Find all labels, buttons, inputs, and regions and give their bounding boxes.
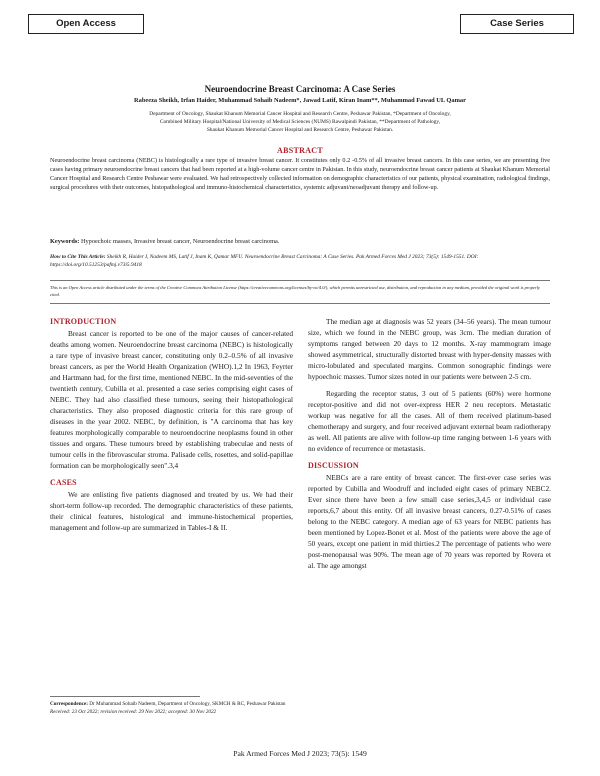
paragraph: The median age at diagnosis was 52 years (34–56 years). The mean tumour size, which we found in the NEBC group, was 3cm. The median duration of symptoms ranged between 20 days to 12 months. X-ray mammogram image showed asymmetrical, structurally distorted breast with hyper-density masses with micro-lobulated and speculated margins. Common sonographic findings were hypoechoic masses. Tumor sizes noted in our patients were between 2-5 cm. [308,317,551,381]
citation-block [50,253,550,269]
divider [50,696,200,697]
section-heading-introduction: INTRODUCTION [50,317,117,326]
section-heading-cases: CASES [50,478,77,487]
paragraph: Regarding the receptor status, 3 out of 5 patients (60%) were hormone receptor-positive and did not over-express HER 2 neu receptors. Metastatic workup was negative for all the cases. All of them received platinum-based chemotherapy and surgery, and four received adjuvant external beam radiotherapy as well. All patients are alive with follow-up time ranging between 1-6 years with no evidence of recurrence or metastasis. [308,389,551,453]
paragraph: Breast cancer is reported to be one of the major causes of cancer-related deaths among women. Neuroendocrine breast carcinoma (NEBC) is histologically a rare type of invasive breast cancer, constituting only 0.2–0.5% of all invasive breast cancers, as per the World Health Organization (WHO).1,2 In 1963, Feyrter and Hartmann had, for the first time, mentioned NEBC. In the mid-seventies of the twentieth century, Cubilla et al. presented a case series comprising eight cases of NEBC. They had also classified these tumours, seeing their histopathological characteristics. They also proposed diagnostic criteria for this rare group of diseases in the year 2002. NEBC, by definition, is "A carcinoma that has key features morphologically comparable to neuroendocrine neoplasms found in other tissues and organs. These tumours breed by establishing trabeculae and nests of tumour cells in the fibrovascular stroma. Palisade cells, rosettes, and solid-papillae formation can be morphologically seen".3,4 [50,329,293,470]
open-access-badge: Open Access [28,14,144,34]
affiliation-line: Department of Oncology, Shaukat Khanum Memorial Cancer Hospital and Research Centre, Peshawar Pakistan, *Department of Oncology, [149,111,451,117]
keywords-label: Keywords: [50,238,80,245]
affiliation-line: Shaukat Khanum Memorial Cancer Hospital and Research Centre, Peshawar Pakistan. [206,127,394,133]
citation-text: Sheikh R, Haider I, Nadeem MS, Latif J, Inam K, Qamar MFU. Neuroendocrine Breast Carcinoma: A Case Series. Pak Armed Forces Med J 2023; 73(5): 1549-1551. [106,254,466,260]
doi-link[interactable]: DOI: https://doi.org/10.51253/pafmj.v73i5.9418 [50,254,479,268]
keywords [50,238,550,245]
left-column [50,316,293,539]
paragraph: NEBCs are a rare entity of breast cancer. The first-ever case series was reported by Cubilla and Woodruff and included eight cases of primary NEBC2. Ever since there have been a few small case series,3,4,5 or individual case reports,6,7 about this entity. Of all invasive breast cancers, 0.27-0.51% of cases belong to the NEBC category. A median age of 63 years for NEBC patients has been mentioned by Lopez-Bonet et al. Most of the patients were above the age of 50 years, except one patient in mid thirties.2 The percentage of patients who were post-menopausal was 90%. The mean age of 70 years was reported by Rovera et al. The age amongst [308,473,551,570]
keywords-text: Hypoechoic masses, Invasive breast cancer, Neuroendocrine breast carcinoma. [80,238,280,245]
paragraph: We are enlisting five patients diagnosed and treated by us. We had their short-term follow-up recorded. The demographic characteristics of these patients, their clinical features, histological and immune-histochemical properties, management and follow-up are summarized in Tables-I & II. [50,490,293,532]
affiliations [60,110,540,134]
correspondence-text: Dr Muhammad Sohaib Nadeem, Department of Oncology, SKMCH & RC, Peshawar Pakistan [89,701,286,707]
affiliation-line: Combined Military Hospital/National University of Medical Sciences (NUMS) Rawalpindi Pakistan, **Department of Pathology, [159,119,441,125]
right-column [308,316,551,577]
abstract-text: Neuroendocrine breast carcinoma (NEBC) is histologically a rare type of invasive breast cancer. It constitutes only 0.2 -0.5% of all invasive breast cancers. In this case series, we are presenting five cases having primary neuroendocrine breast cancers that had been reported at a high-volume cancer centre in Pakistan. In this study, neuroendocrine breast cancer patients at Shaukat Khanum Memorial Cancer Hospital and Research Centre Peshawar were evaluated. We had retrospectively collected information on demographic characteristics of our patients, physical examination, radiological findings, surgical procedures with their outcomes, histopathological and immuno-histochemical characteristics, systemic adjuvant/neoadjuvant therapy and follow-up. [50,157,550,191]
article-title: Neuroendocrine Breast Carcinoma: A Case Series [204,84,396,94]
correspondence-block [50,696,293,716]
correspondence-label: Correspondence: [50,701,88,707]
article-type-badge: Case Series [460,14,574,34]
received-dates: Received: 23 Oct 2022; revision received: 29 Nov 2022; accepted: 30 Nov 2022 [50,708,217,715]
citation-label: How to Cite This Article: [50,254,106,260]
abstract-heading: ABSTRACT [277,146,323,155]
page-footer: Pak Armed Forces Med J 2023; 73(5): 1549 [233,749,367,758]
author-list: Rabeeza Sheikh, Irfan Haider, Muhammad Sohaib Nadeem*, Jawad Latif, Kiran Inam**, Muhammad Fawad UL Qamar [134,97,466,104]
section-heading-discussion: DISCUSSION [308,461,359,470]
divider [50,280,550,281]
license-text: This is an Open Access article distributed under the terms of the Creative Commons Attribution License (https://creativecommons.org/licenses/by-nc/4.0/), which permits unrestricted use, distribution, and reproduction in any medium, provided the original work is properly cited. [50,285,540,297]
divider [50,303,550,304]
